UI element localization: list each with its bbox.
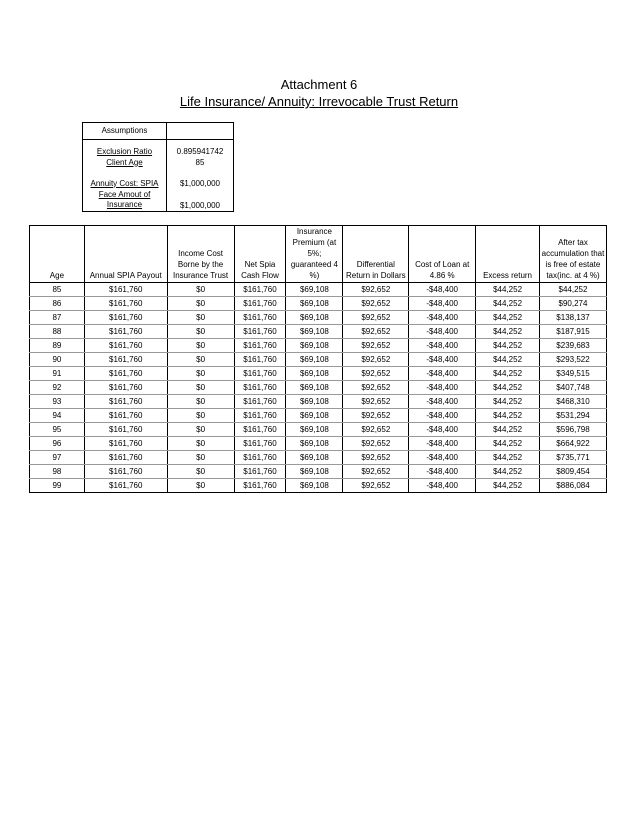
table-cell: $44,252	[476, 465, 540, 479]
table-cell: 97	[30, 451, 85, 465]
table-cell: $44,252	[476, 297, 540, 311]
table-cell: $69,108	[286, 479, 343, 493]
table-cell: 98	[30, 465, 85, 479]
table-cell: $138,137	[539, 311, 606, 325]
table-cell: $0	[167, 367, 234, 381]
table-cell: 94	[30, 409, 85, 423]
table-cell: $161,760	[84, 353, 167, 367]
table-cell: $92,652	[343, 367, 409, 381]
table-cell: $161,760	[234, 381, 286, 395]
table-cell: $0	[167, 409, 234, 423]
table-cell: $161,760	[234, 423, 286, 437]
table-cell: $69,108	[286, 409, 343, 423]
table-row	[30, 311, 607, 325]
col-header-differential-return: Differential Return in Dollars	[343, 226, 409, 283]
table-cell: $161,760	[84, 311, 167, 325]
table-cell: $349,515	[539, 367, 606, 381]
table-cell: $161,760	[234, 437, 286, 451]
table-cell: $69,108	[286, 395, 343, 409]
table-cell: $161,760	[84, 325, 167, 339]
exclusion-ratio-value: 0.895941742	[176, 146, 224, 156]
table-cell: $44,252	[476, 395, 540, 409]
return-table	[29, 225, 607, 493]
table-cell: $44,252	[476, 339, 540, 353]
assumptions-table	[82, 122, 234, 212]
table-cell: $92,652	[343, 423, 409, 437]
table-cell: $161,760	[234, 311, 286, 325]
face-amount-value: $1,000,000	[179, 201, 221, 210]
table-cell: $161,760	[234, 465, 286, 479]
table-cell: $69,108	[286, 465, 343, 479]
table-cell: $161,760	[84, 451, 167, 465]
table-cell: $69,108	[286, 437, 343, 451]
col-header-after-tax-accumulation: After tax accumulation that is free of estate tax(inc. at 4 %)	[539, 226, 606, 283]
table-cell: -$48,400	[409, 325, 476, 339]
table-cell: $0	[167, 297, 234, 311]
table-row	[30, 367, 607, 381]
table-cell: -$48,400	[409, 465, 476, 479]
table-row	[30, 409, 607, 423]
table-cell: 99	[52, 480, 62, 490]
table-cell: $161,760	[84, 423, 167, 437]
table-cell: $161,760	[234, 325, 286, 339]
table-cell: $293,522	[539, 353, 606, 367]
table-cell: $0	[167, 339, 234, 353]
table-cell: $44,252	[476, 311, 540, 325]
table-cell: 95	[30, 423, 85, 437]
table-cell: $161,760	[234, 395, 286, 409]
client-age-label: Client Age	[83, 157, 167, 168]
assumptions-header: Assumptions	[83, 123, 167, 140]
table-row	[30, 437, 607, 451]
table-cell: $407,748	[539, 381, 606, 395]
table-cell: 89	[30, 339, 85, 353]
table-cell: $161,760	[234, 353, 286, 367]
face-amount-label: Face Amout of Insurance	[83, 189, 167, 212]
table-cell: $161,760	[84, 381, 167, 395]
table-cell: $596,798	[539, 423, 606, 437]
table-cell: $161,760	[84, 297, 167, 311]
table-cell: 91	[30, 367, 85, 381]
table-row	[30, 451, 607, 465]
table-row	[30, 395, 607, 409]
table-cell: $161,760	[84, 395, 167, 409]
table-cell: $44,252	[476, 423, 540, 437]
table-cell: $44,252	[476, 353, 540, 367]
table-cell: $886,084	[539, 479, 606, 493]
col-header-net-spia-cash-flow: Net Spia Cash Flow	[234, 226, 286, 283]
table-cell: -$48,400	[409, 451, 476, 465]
table-cell: $69,108	[286, 451, 343, 465]
table-cell: $735,771	[539, 451, 606, 465]
table-cell: $161,760	[84, 465, 167, 479]
table-cell: $664,922	[539, 437, 606, 451]
table-cell: $92,652	[343, 409, 409, 423]
table-cell: 90	[30, 353, 85, 367]
table-cell: $161,760	[234, 339, 286, 353]
table-cell: $0	[167, 395, 234, 409]
table-cell: $44,252	[476, 381, 540, 395]
table-cell: $92,652	[343, 395, 409, 409]
table-cell: $0	[167, 381, 234, 395]
col-header-excess-return: Excess return	[476, 226, 540, 283]
table-cell: $809,454	[539, 465, 606, 479]
table-row	[30, 479, 607, 493]
table-cell: $0	[167, 465, 234, 479]
col-header-age: Age	[30, 226, 85, 283]
table-cell: $0	[167, 479, 234, 493]
table-cell: $161,760	[84, 437, 167, 451]
table-row	[30, 353, 607, 367]
annuity-cost-label: Annuity Cost: SPIA	[83, 178, 167, 189]
table-cell: $69,108	[286, 353, 343, 367]
table-cell: $92,652	[343, 283, 409, 297]
table-cell: $0	[167, 423, 234, 437]
table-row	[30, 325, 607, 339]
table-cell: $92,652	[343, 479, 409, 493]
table-cell: $69,108	[286, 311, 343, 325]
table-row	[30, 283, 607, 297]
table-cell: $92,652	[343, 451, 409, 465]
col-header-income-cost: Income Cost Borne by the Insurance Trust	[167, 226, 234, 283]
table-cell: -$48,400	[409, 297, 476, 311]
table-row	[30, 381, 607, 395]
table-cell: 86	[30, 297, 85, 311]
table-cell: 96	[30, 437, 85, 451]
table-cell: $239,683	[539, 339, 606, 353]
table-cell: $69,108	[286, 381, 343, 395]
table-cell: $44,252	[476, 283, 540, 297]
table-cell: $44,252	[476, 325, 540, 339]
table-cell: 93	[30, 395, 85, 409]
table-cell: $90,274	[539, 297, 606, 311]
assumptions-header-blank	[167, 123, 234, 140]
table-cell: -$48,400	[409, 395, 476, 409]
table-cell: $44,252	[539, 283, 606, 297]
table-cell: $0	[167, 311, 234, 325]
table-cell: $69,108	[286, 297, 343, 311]
table-cell: $531,294	[539, 409, 606, 423]
table-cell: $92,652	[343, 339, 409, 353]
table-cell: $161,760	[234, 297, 286, 311]
table-cell: -$48,400	[409, 283, 476, 297]
table-cell: $92,652	[343, 437, 409, 451]
table-row	[30, 339, 607, 353]
table-cell: -$48,400	[409, 339, 476, 353]
table-cell: $468,310	[539, 395, 606, 409]
table-cell: $44,252	[476, 409, 540, 423]
table-cell: $92,652	[343, 311, 409, 325]
table-cell: $161,760	[234, 409, 286, 423]
table-cell: $44,252	[476, 437, 540, 451]
table-row	[30, 423, 607, 437]
table-cell: $0	[167, 353, 234, 367]
table-cell: -$48,400	[409, 409, 476, 423]
table-cell: $0	[167, 325, 234, 339]
table-cell: $69,108	[286, 339, 343, 353]
table-cell: $161,760	[234, 451, 286, 465]
table-cell: -$48,400	[409, 437, 476, 451]
table-cell: $92,652	[343, 325, 409, 339]
table-cell: $0	[167, 283, 234, 297]
table-cell: -$48,400	[409, 381, 476, 395]
table-cell: $161,760	[84, 339, 167, 353]
table-cell: $92,652	[343, 297, 409, 311]
table-cell: $92,652	[343, 381, 409, 395]
table-cell: 87	[30, 311, 85, 325]
table-cell: $44,252	[476, 367, 540, 381]
table-cell: $161,760	[84, 479, 167, 493]
table-cell: 88	[30, 325, 85, 339]
table-cell: $161,760	[234, 479, 286, 493]
page-title: Attachment 6	[280, 77, 358, 92]
table-cell: 85	[30, 283, 85, 297]
page-subtitle	[0, 94, 638, 109]
table-cell: $69,108	[286, 283, 343, 297]
table-cell: $69,108	[286, 423, 343, 437]
table-cell: $161,760	[234, 367, 286, 381]
table-cell: $44,252	[476, 451, 540, 465]
client-age-value: 85	[195, 157, 205, 167]
table-cell: $161,760	[84, 367, 167, 381]
table-cell: $69,108	[286, 367, 343, 381]
table-cell: $161,760	[84, 283, 167, 297]
col-header-annual-spia-payout: Annual SPIA Payout	[84, 226, 167, 283]
table-cell: 92	[30, 381, 85, 395]
table-cell: -$48,400	[409, 367, 476, 381]
table-cell: $161,760	[234, 283, 286, 297]
table-cell: $187,915	[539, 325, 606, 339]
annuity-cost-value: $1,000,000	[179, 178, 221, 188]
table-cell: $44,252	[476, 479, 540, 493]
table-cell: $92,652	[343, 465, 409, 479]
table-header-row	[30, 226, 607, 283]
table-cell: -$48,400	[409, 479, 476, 493]
table-cell: $0	[167, 451, 234, 465]
exclusion-ratio-label: Exclusion Ratio	[83, 146, 167, 157]
table-cell: $161,760	[84, 409, 167, 423]
table-cell: -$48,400	[409, 423, 476, 437]
table-cell: $69,108	[286, 325, 343, 339]
table-cell: -$48,400	[409, 311, 476, 325]
table-cell: $0	[167, 437, 234, 451]
subtitle-text: Life Insurance/ Annuity: Irrevocable Trust Return	[179, 94, 459, 109]
table-cell: $92,652	[343, 353, 409, 367]
table-cell: -$48,400	[409, 353, 476, 367]
col-header-cost-of-loan: Cost of Loan at 4.86 %	[409, 226, 476, 283]
col-header-insurance-premium: Insurance Premium (at 5%; guaranteed 4 %)	[286, 226, 343, 283]
table-row	[30, 297, 607, 311]
table-row	[30, 465, 607, 479]
